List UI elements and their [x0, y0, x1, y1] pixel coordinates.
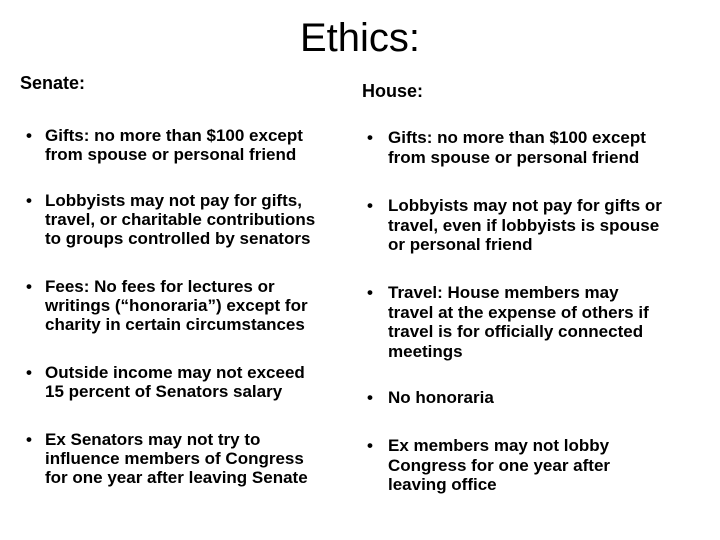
bullet-icon: •	[367, 196, 373, 215]
bullet-icon: •	[367, 283, 373, 302]
bullet-icon: •	[26, 277, 32, 296]
house-bullet-honoraria	[367, 388, 718, 408]
senate-item-text: Gifts: no more than $100 except from spouse or personal friend	[45, 126, 303, 164]
bullet-icon: •	[367, 128, 373, 147]
bullet-icon: •	[26, 363, 32, 382]
slide-title: Ethics:	[299, 16, 421, 60]
senate-item-text: Lobbyists may not pay for gifts, travel, or charitable contributions to groups controlled by senators	[45, 191, 316, 248]
senate-item-text: Outside income may not exceed 15 percent of Senators salary	[45, 363, 305, 401]
senate-bullet-ex-senators	[26, 430, 370, 487]
senate-heading: Senate:	[20, 73, 86, 93]
house-item-text: Travel: House members may travel at the expense of others if travel is for officially connected meetings	[388, 283, 649, 361]
senate-bullet-outside-income	[26, 363, 370, 401]
house-bullet-gifts	[367, 128, 718, 167]
bullet-icon: •	[367, 388, 373, 407]
house-item-text: Lobbyists may not pay for gifts or travel, even if lobbyists is spouse or personal friend	[388, 196, 662, 254]
bullet-icon: •	[26, 191, 32, 210]
senate-item-text: Fees: No fees for lectures or writings (“honoraria”) except for charity in certain circumstances	[45, 277, 308, 334]
house-bullet-ex-members	[367, 436, 718, 495]
house-heading: House:	[362, 81, 424, 101]
senate-bullet-fees	[26, 277, 370, 334]
house-item-text: Ex members may not lobby Congress for one year after leaving office	[388, 436, 611, 494]
bullet-icon: •	[26, 126, 32, 145]
house-bullet-travel	[367, 283, 718, 361]
senate-bullet-lobbyists	[26, 191, 370, 248]
senate-item-text: Ex Senators may not try to influence members of Congress for one year after leaving Senate	[45, 430, 308, 487]
house-item-text: Gifts: no more than $100 except from spouse or personal friend	[388, 128, 646, 167]
bullet-icon: •	[26, 430, 32, 449]
house-bullet-lobbyists	[367, 196, 718, 255]
senate-bullet-gifts	[26, 126, 370, 164]
bullet-icon: •	[367, 436, 373, 455]
house-item-text: No honoraria	[388, 388, 494, 407]
